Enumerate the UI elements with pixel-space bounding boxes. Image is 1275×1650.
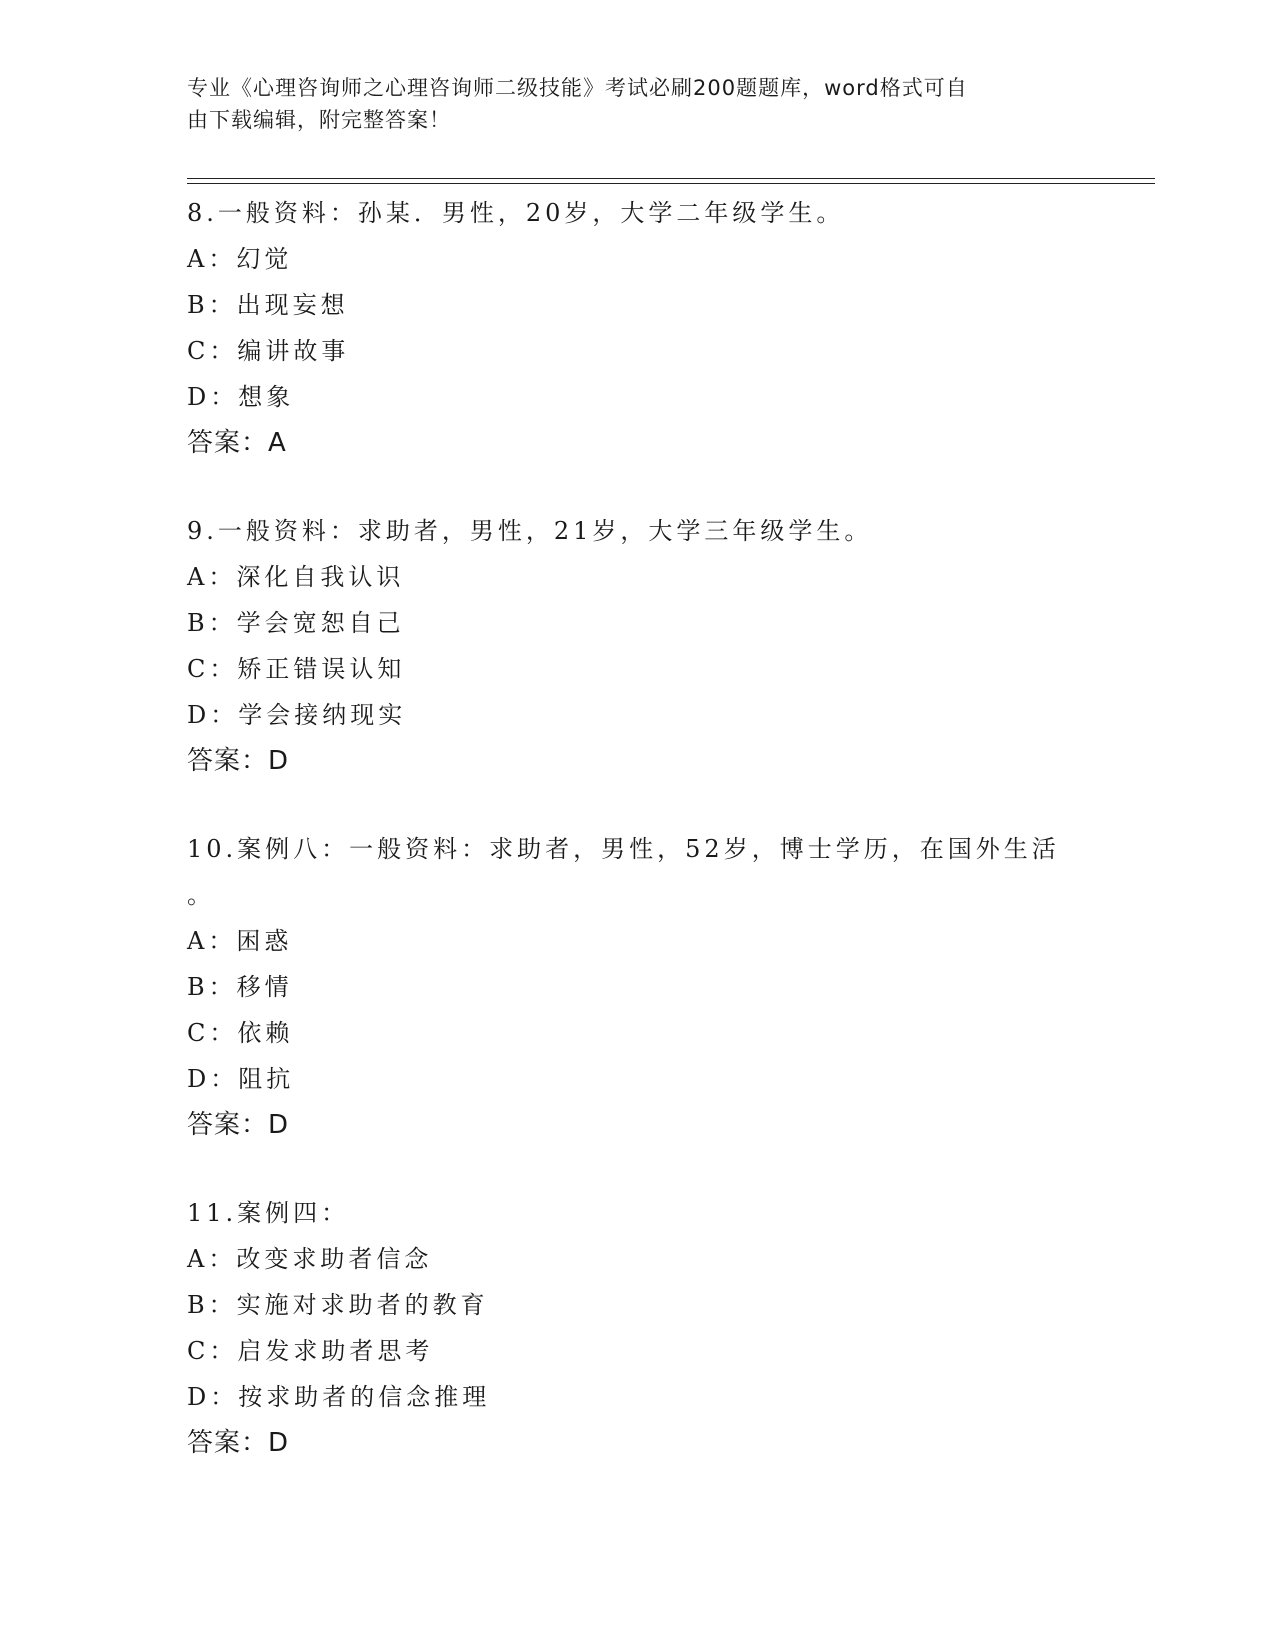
question-stem: 10.案例八：一般资料：求助者，男性，52岁，博士学历，在国外生活 (187, 835, 1060, 863)
question-stem: 9.一般资料：求助者，男性，21岁，大学三年级学生。 (187, 517, 873, 545)
answer-label: 答案：A (187, 428, 287, 458)
answer-label: 答案：D (187, 746, 290, 776)
question-list (187, 190, 1087, 1508)
header-divider-bottom (187, 183, 1155, 184)
option-b: B：实施对求助者的教育 (187, 1291, 489, 1319)
option-c: C：依赖 (187, 1019, 294, 1047)
document-header (187, 72, 1067, 136)
header-divider-top (187, 178, 1155, 179)
option-a: A：幻觉 (187, 245, 293, 273)
option-a: A：改变求助者信念 (187, 1245, 433, 1273)
answer-label: 答案：D (187, 1110, 290, 1140)
question-9 (187, 508, 1087, 784)
option-b: B：学会宽恕自己 (187, 609, 405, 637)
question-8 (187, 190, 1087, 466)
header-line-1: 专业《心理咨询师之心理咨询师二级技能》考试必刷200题题库，word格式可自 (187, 76, 968, 100)
option-a: A：深化自我认识 (187, 563, 405, 591)
option-b: B：出现妄想 (187, 291, 349, 319)
option-c: C：启发求助者思考 (187, 1337, 434, 1365)
option-b: B：移情 (187, 973, 293, 1001)
option-d: D：阻抗 (187, 1065, 295, 1093)
option-c: C：矫正错误认知 (187, 655, 406, 683)
option-d: D：按求助者的信念推理 (187, 1383, 491, 1411)
option-c: C：编讲故事 (187, 337, 350, 365)
answer-label: 答案：D (187, 1428, 290, 1458)
question-11 (187, 1190, 1087, 1466)
option-d: D：想象 (187, 383, 295, 411)
question-stem-continuation: 。 (187, 881, 215, 909)
option-a: A：困惑 (187, 927, 293, 955)
question-stem: 11.案例四： (187, 1199, 350, 1227)
option-d: D：学会接纳现实 (187, 701, 407, 729)
header-line-2: 由下载编辑，附完整答案！ (187, 108, 451, 132)
question-10 (187, 826, 1087, 1148)
question-stem: 8.一般资料：孙某．男性，20岁，大学二年级学生。 (187, 199, 845, 227)
